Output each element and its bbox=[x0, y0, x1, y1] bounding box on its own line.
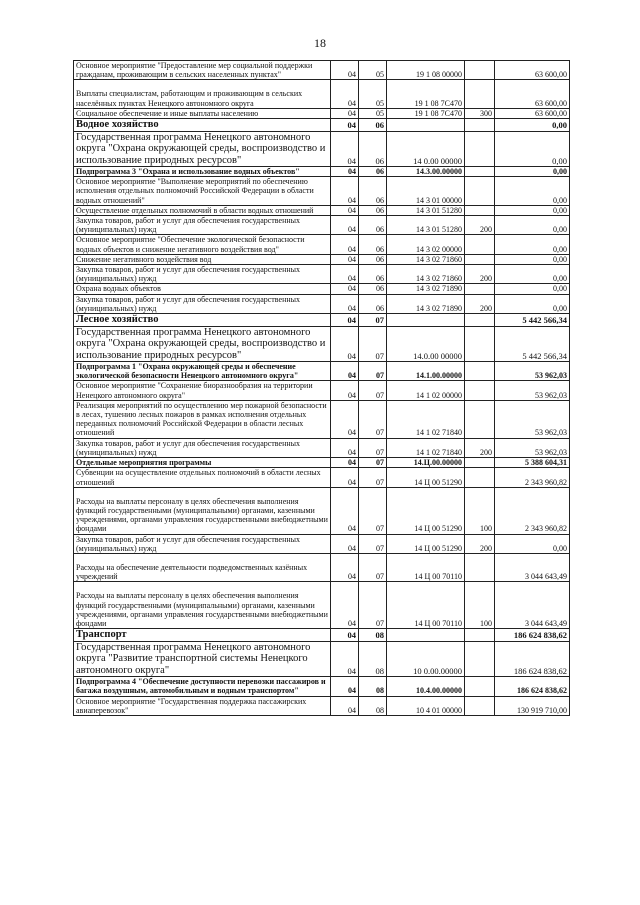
row-target-article-cell: 14 3 02 71860 bbox=[387, 265, 465, 284]
row-expense-type-cell: 200 bbox=[465, 265, 495, 284]
row-name-cell: Государственная программа Ненецкого автономного округа "Охрана окружающей среды, воспроизводство и использование природных ресурсов" bbox=[74, 326, 331, 362]
row-section-cell: 04 bbox=[331, 696, 359, 715]
row-amount-cell: 63 600,00 bbox=[495, 80, 570, 108]
row-amount-cell: 0,00 bbox=[495, 294, 570, 313]
row-subsection-cell: 06 bbox=[359, 265, 387, 284]
row-name-cell: Закупка товаров, работ и услуг для обеспечения государственных (муниципальных) нужд bbox=[74, 438, 331, 457]
row-subsection-cell: 08 bbox=[359, 696, 387, 715]
row-amount-cell: 0,00 bbox=[495, 131, 570, 167]
table-row bbox=[74, 265, 570, 284]
row-amount-cell: 5 388 604,31 bbox=[495, 458, 570, 468]
row-amount-cell: 53 962,03 bbox=[495, 438, 570, 457]
row-subsection-cell: 07 bbox=[359, 438, 387, 457]
row-target-article-cell: 14 3 02 71890 bbox=[387, 294, 465, 313]
row-section-cell: 04 bbox=[331, 582, 359, 629]
page-number: 18 bbox=[314, 36, 326, 50]
row-section-cell: 04 bbox=[331, 119, 359, 132]
table-row bbox=[74, 254, 570, 264]
row-target-article-cell: 14 Ц 00 70110 bbox=[387, 553, 465, 581]
row-subsection-cell: 07 bbox=[359, 487, 387, 534]
row-amount-cell: 2 343 960,82 bbox=[495, 487, 570, 534]
row-name-cell: Отдельные мероприятия программы bbox=[74, 458, 331, 468]
row-expense-type-cell bbox=[465, 696, 495, 715]
table-row bbox=[74, 167, 570, 177]
row-section-cell: 04 bbox=[331, 108, 359, 118]
row-expense-type-cell bbox=[465, 119, 495, 132]
table-row bbox=[74, 61, 570, 80]
row-name-cell: Основное мероприятие "Выполнение мероприятий по обеспечению исполнения отдельных полномочий Российской Федерации в области водных отношений" bbox=[74, 177, 331, 206]
row-subsection-cell: 06 bbox=[359, 235, 387, 254]
budget-table-body bbox=[74, 61, 570, 716]
row-section-cell: 04 bbox=[331, 284, 359, 294]
row-section-cell: 04 bbox=[331, 458, 359, 468]
row-name-cell: Транспорт bbox=[74, 629, 331, 642]
row-section-cell: 04 bbox=[331, 61, 359, 80]
row-amount-cell: 5 442 566,34 bbox=[495, 314, 570, 327]
row-target-article-cell: 14.3.00.00000 bbox=[387, 167, 465, 177]
row-subsection-cell: 07 bbox=[359, 468, 387, 487]
row-target-article-cell: 14.0.00 00000 bbox=[387, 326, 465, 362]
budget-table bbox=[73, 60, 570, 716]
row-amount-cell: 0,00 bbox=[495, 119, 570, 132]
row-section-cell: 04 bbox=[331, 205, 359, 215]
row-target-article-cell: 14 3 02 71860 bbox=[387, 254, 465, 264]
table-row bbox=[74, 381, 570, 400]
row-name-cell: Реализация мероприятий по осуществлению мер пожарной безопасности в лесах, тушению лесных пожаров в рамках исполнения отдельных переданных полномочий Российской Федерации в области лесных отношений bbox=[74, 400, 331, 438]
row-expense-type-cell bbox=[465, 254, 495, 264]
row-expense-type-cell bbox=[465, 235, 495, 254]
row-subsection-cell: 05 bbox=[359, 108, 387, 118]
row-expense-type-cell bbox=[465, 458, 495, 468]
row-amount-cell: 0,00 bbox=[495, 534, 570, 553]
row-name-cell: Расходы на выплаты персоналу в целях обеспечения выполнения функций государственными (муниципальными) органами, казенными учреждениями, органами управления государственными внебюджетными фондами bbox=[74, 582, 331, 629]
row-section-cell: 04 bbox=[331, 677, 359, 696]
row-subsection-cell: 07 bbox=[359, 400, 387, 438]
row-expense-type-cell bbox=[465, 284, 495, 294]
row-expense-type-cell bbox=[465, 326, 495, 362]
row-section-cell: 04 bbox=[331, 468, 359, 487]
row-amount-cell: 53 962,03 bbox=[495, 400, 570, 438]
row-section-cell: 04 bbox=[331, 265, 359, 284]
row-expense-type-cell bbox=[465, 381, 495, 400]
row-expense-type-cell bbox=[465, 131, 495, 167]
table-row bbox=[74, 400, 570, 438]
row-name-cell: Расходы на обеспечение деятельности подведомственных казённых учреждений bbox=[74, 553, 331, 581]
row-target-article-cell: 14 Ц 00 51290 bbox=[387, 468, 465, 487]
table-row bbox=[74, 553, 570, 581]
row-target-article-cell: 14 Ц 00 51290 bbox=[387, 534, 465, 553]
row-amount-cell: 0,00 bbox=[495, 235, 570, 254]
table-row bbox=[74, 284, 570, 294]
row-target-article-cell bbox=[387, 119, 465, 132]
row-target-article-cell: 14 3 01 51280 bbox=[387, 205, 465, 215]
row-amount-cell: 0,00 bbox=[495, 177, 570, 206]
row-name-cell: Осуществление отдельных полномочий в области водных отношений bbox=[74, 205, 331, 215]
row-amount-cell: 186 624 838,62 bbox=[495, 677, 570, 696]
row-expense-type-cell bbox=[465, 61, 495, 80]
row-expense-type-cell bbox=[465, 629, 495, 642]
row-name-cell: Социальное обеспечение и иные выплаты населению bbox=[74, 108, 331, 118]
row-subsection-cell: 06 bbox=[359, 177, 387, 206]
row-subsection-cell: 07 bbox=[359, 314, 387, 327]
row-section-cell: 04 bbox=[331, 314, 359, 327]
row-expense-type-cell bbox=[465, 553, 495, 581]
row-name-cell: Государственная программа Ненецкого автономного округа "Охрана окружающей среды, воспроизводство и использование природных ресурсов" bbox=[74, 131, 331, 167]
row-target-article-cell: 14 Ц 00 51290 bbox=[387, 487, 465, 534]
row-target-article-cell bbox=[387, 314, 465, 327]
row-amount-cell: 0,00 bbox=[495, 254, 570, 264]
row-target-article-cell: 14 0.00 00000 bbox=[387, 131, 465, 167]
row-target-article-cell bbox=[387, 629, 465, 642]
row-section-cell: 04 bbox=[331, 534, 359, 553]
row-amount-cell: 0,00 bbox=[495, 205, 570, 215]
row-subsection-cell: 06 bbox=[359, 119, 387, 132]
row-name-cell: Подпрограмма 3 "Охрана и использование водных объектов" bbox=[74, 167, 331, 177]
table-row bbox=[74, 177, 570, 206]
table-row bbox=[74, 468, 570, 487]
table-row bbox=[74, 216, 570, 235]
table-row bbox=[74, 108, 570, 118]
row-name-cell: Снижение негативного воздействия вод bbox=[74, 254, 331, 264]
row-target-article-cell: 14 3 02 71890 bbox=[387, 284, 465, 294]
row-subsection-cell: 08 bbox=[359, 677, 387, 696]
row-expense-type-cell bbox=[465, 314, 495, 327]
row-expense-type-cell: 100 bbox=[465, 487, 495, 534]
table-row bbox=[74, 326, 570, 362]
row-amount-cell: 0,00 bbox=[495, 216, 570, 235]
row-section-cell: 04 bbox=[331, 80, 359, 108]
row-expense-type-cell bbox=[465, 362, 495, 381]
row-amount-cell: 0,00 bbox=[495, 167, 570, 177]
table-row bbox=[74, 438, 570, 457]
row-subsection-cell: 08 bbox=[359, 629, 387, 642]
row-target-article-cell: 14.1.00.00000 bbox=[387, 362, 465, 381]
row-subsection-cell: 07 bbox=[359, 582, 387, 629]
row-amount-cell: 53 962,03 bbox=[495, 381, 570, 400]
row-section-cell: 04 bbox=[331, 487, 359, 534]
table-row bbox=[74, 362, 570, 381]
table-row bbox=[74, 677, 570, 696]
row-section-cell: 04 bbox=[331, 167, 359, 177]
row-section-cell: 04 bbox=[331, 553, 359, 581]
row-subsection-cell: 07 bbox=[359, 326, 387, 362]
row-amount-cell: 186 624 838,62 bbox=[495, 641, 570, 677]
row-target-article-cell: 14 1 02 71840 bbox=[387, 438, 465, 457]
row-target-article-cell: 10 4 01 00000 bbox=[387, 696, 465, 715]
table-row bbox=[74, 80, 570, 108]
table-row bbox=[74, 534, 570, 553]
row-section-cell: 04 bbox=[331, 216, 359, 235]
table-row bbox=[74, 629, 570, 642]
row-subsection-cell: 07 bbox=[359, 534, 387, 553]
row-subsection-cell: 05 bbox=[359, 80, 387, 108]
row-name-cell: Основное мероприятие "Обеспечение экологической безопасности водных объектов и снижение негативного воздействия вод" bbox=[74, 235, 331, 254]
row-section-cell: 04 bbox=[331, 400, 359, 438]
row-name-cell: Подпрограмма 4 "Обеспечение доступности перевозки пассажиров и багажа воздушным, автомобильным и водным транспортом" bbox=[74, 677, 331, 696]
row-section-cell: 04 bbox=[331, 641, 359, 677]
row-amount-cell: 0,00 bbox=[495, 284, 570, 294]
row-subsection-cell: 06 bbox=[359, 284, 387, 294]
row-subsection-cell: 06 bbox=[359, 131, 387, 167]
row-section-cell: 04 bbox=[331, 177, 359, 206]
row-section-cell: 04 bbox=[331, 438, 359, 457]
row-name-cell: Закупка товаров, работ и услуг для обеспечения государственных (муниципальных) нужд bbox=[74, 294, 331, 313]
row-subsection-cell: 06 bbox=[359, 167, 387, 177]
row-name-cell: Охрана водных объектов bbox=[74, 284, 331, 294]
row-subsection-cell: 06 bbox=[359, 254, 387, 264]
row-target-article-cell: 14 1 02 71840 bbox=[387, 400, 465, 438]
row-target-article-cell: 19 1 08 00000 bbox=[387, 61, 465, 80]
table-row bbox=[74, 205, 570, 215]
row-amount-cell: 2 343 960,82 bbox=[495, 468, 570, 487]
row-subsection-cell: 07 bbox=[359, 362, 387, 381]
table-row bbox=[74, 641, 570, 677]
row-name-cell: Выплаты специалистам, работающим и проживающим в сельских населённых пунктах Ненецкого автономного округа bbox=[74, 80, 331, 108]
row-expense-type-cell: 100 bbox=[465, 582, 495, 629]
row-amount-cell: 63 600,00 bbox=[495, 61, 570, 80]
row-expense-type-cell: 200 bbox=[465, 438, 495, 457]
row-name-cell: Подпрограмма 1 "Охрана окружающей среды и обеспечение экологической безопасности Ненецкого автономного округа" bbox=[74, 362, 331, 381]
row-expense-type-cell bbox=[465, 177, 495, 206]
row-target-article-cell: 10 0.00.00000 bbox=[387, 641, 465, 677]
row-amount-cell: 186 624 838,62 bbox=[495, 629, 570, 642]
row-name-cell: Водное хозяйство bbox=[74, 119, 331, 132]
row-subsection-cell: 07 bbox=[359, 553, 387, 581]
row-expense-type-cell: 200 bbox=[465, 294, 495, 313]
row-name-cell: Лесное хозяйство bbox=[74, 314, 331, 327]
row-subsection-cell: 05 bbox=[359, 61, 387, 80]
table-row bbox=[74, 487, 570, 534]
row-amount-cell: 63 600,00 bbox=[495, 108, 570, 118]
row-target-article-cell: 14 1 02 00000 bbox=[387, 381, 465, 400]
row-name-cell: Государственная программа Ненецкого автономного округа "Развитие транспортной системы Ненецкого автономного округа" bbox=[74, 641, 331, 677]
row-subsection-cell: 06 bbox=[359, 294, 387, 313]
row-name-cell: Закупка товаров, работ и услуг для обеспечения государственных (муниципальных) нужд bbox=[74, 534, 331, 553]
row-expense-type-cell bbox=[465, 80, 495, 108]
row-amount-cell: 0,00 bbox=[495, 265, 570, 284]
row-target-article-cell: 19 1 08 7С470 bbox=[387, 80, 465, 108]
row-amount-cell: 130 919 710,00 bbox=[495, 696, 570, 715]
row-subsection-cell: 07 bbox=[359, 381, 387, 400]
table-row bbox=[74, 119, 570, 132]
row-target-article-cell: 14 Ц 00 70110 bbox=[387, 582, 465, 629]
table-row bbox=[74, 235, 570, 254]
table-row bbox=[74, 696, 570, 715]
row-section-cell: 04 bbox=[331, 235, 359, 254]
row-section-cell: 04 bbox=[331, 131, 359, 167]
table-row bbox=[74, 294, 570, 313]
row-expense-type-cell bbox=[465, 167, 495, 177]
row-amount-cell: 3 044 643,49 bbox=[495, 582, 570, 629]
table-row bbox=[74, 458, 570, 468]
row-section-cell: 04 bbox=[331, 294, 359, 313]
row-expense-type-cell bbox=[465, 400, 495, 438]
row-expense-type-cell bbox=[465, 468, 495, 487]
row-name-cell: Основное мероприятие "Государственная поддержка пассажирских авиаперевозок" bbox=[74, 696, 331, 715]
row-expense-type-cell bbox=[465, 205, 495, 215]
row-subsection-cell: 07 bbox=[359, 458, 387, 468]
row-section-cell: 04 bbox=[331, 629, 359, 642]
table-row bbox=[74, 131, 570, 167]
row-name-cell: Основное мероприятие "Сохранение биоразнообразия на территории Ненецкого автономного округа" bbox=[74, 381, 331, 400]
row-target-article-cell: 14.Ц.00.00000 bbox=[387, 458, 465, 468]
row-expense-type-cell: 200 bbox=[465, 534, 495, 553]
row-target-article-cell: 14 3 02 00000 bbox=[387, 235, 465, 254]
row-name-cell: Основное мероприятие "Предоставление мер социальной поддержки гражданам, проживающим в сельских населенных пунктах" bbox=[74, 61, 331, 80]
row-target-article-cell: 19 1 08 7С470 bbox=[387, 108, 465, 118]
row-name-cell: Закупка товаров, работ и услуг для обеспечения государственных (муниципальных) нужд bbox=[74, 216, 331, 235]
row-amount-cell: 5 442 566,34 bbox=[495, 326, 570, 362]
row-expense-type-cell: 300 bbox=[465, 108, 495, 118]
row-subsection-cell: 06 bbox=[359, 216, 387, 235]
row-target-article-cell: 14 3 01 00000 bbox=[387, 177, 465, 206]
row-name-cell: Расходы на выплаты персоналу в целях обеспечения выполнения функций государственными (муниципальными) органами, казенными учреждениями, органами управления государственными внебюджетными фондами bbox=[74, 487, 331, 534]
row-expense-type-cell bbox=[465, 677, 495, 696]
row-expense-type-cell: 200 bbox=[465, 216, 495, 235]
row-target-article-cell: 10.4.00.00000 bbox=[387, 677, 465, 696]
row-name-cell: Закупка товаров, работ и услуг для обеспечения государственных (муниципальных) нужд bbox=[74, 265, 331, 284]
row-amount-cell: 53 962,03 bbox=[495, 362, 570, 381]
row-amount-cell: 3 044 643,49 bbox=[495, 553, 570, 581]
row-subsection-cell: 08 bbox=[359, 641, 387, 677]
table-row bbox=[74, 582, 570, 629]
row-section-cell: 04 bbox=[331, 381, 359, 400]
row-target-article-cell: 14 3 01 51280 bbox=[387, 216, 465, 235]
row-subsection-cell: 06 bbox=[359, 205, 387, 215]
row-section-cell: 04 bbox=[331, 254, 359, 264]
row-section-cell: 04 bbox=[331, 362, 359, 381]
row-section-cell: 04 bbox=[331, 326, 359, 362]
row-name-cell: Субвенции на осуществление отдельных полномочий в области лесных отношений bbox=[74, 468, 331, 487]
row-expense-type-cell bbox=[465, 641, 495, 677]
table-row bbox=[74, 314, 570, 327]
